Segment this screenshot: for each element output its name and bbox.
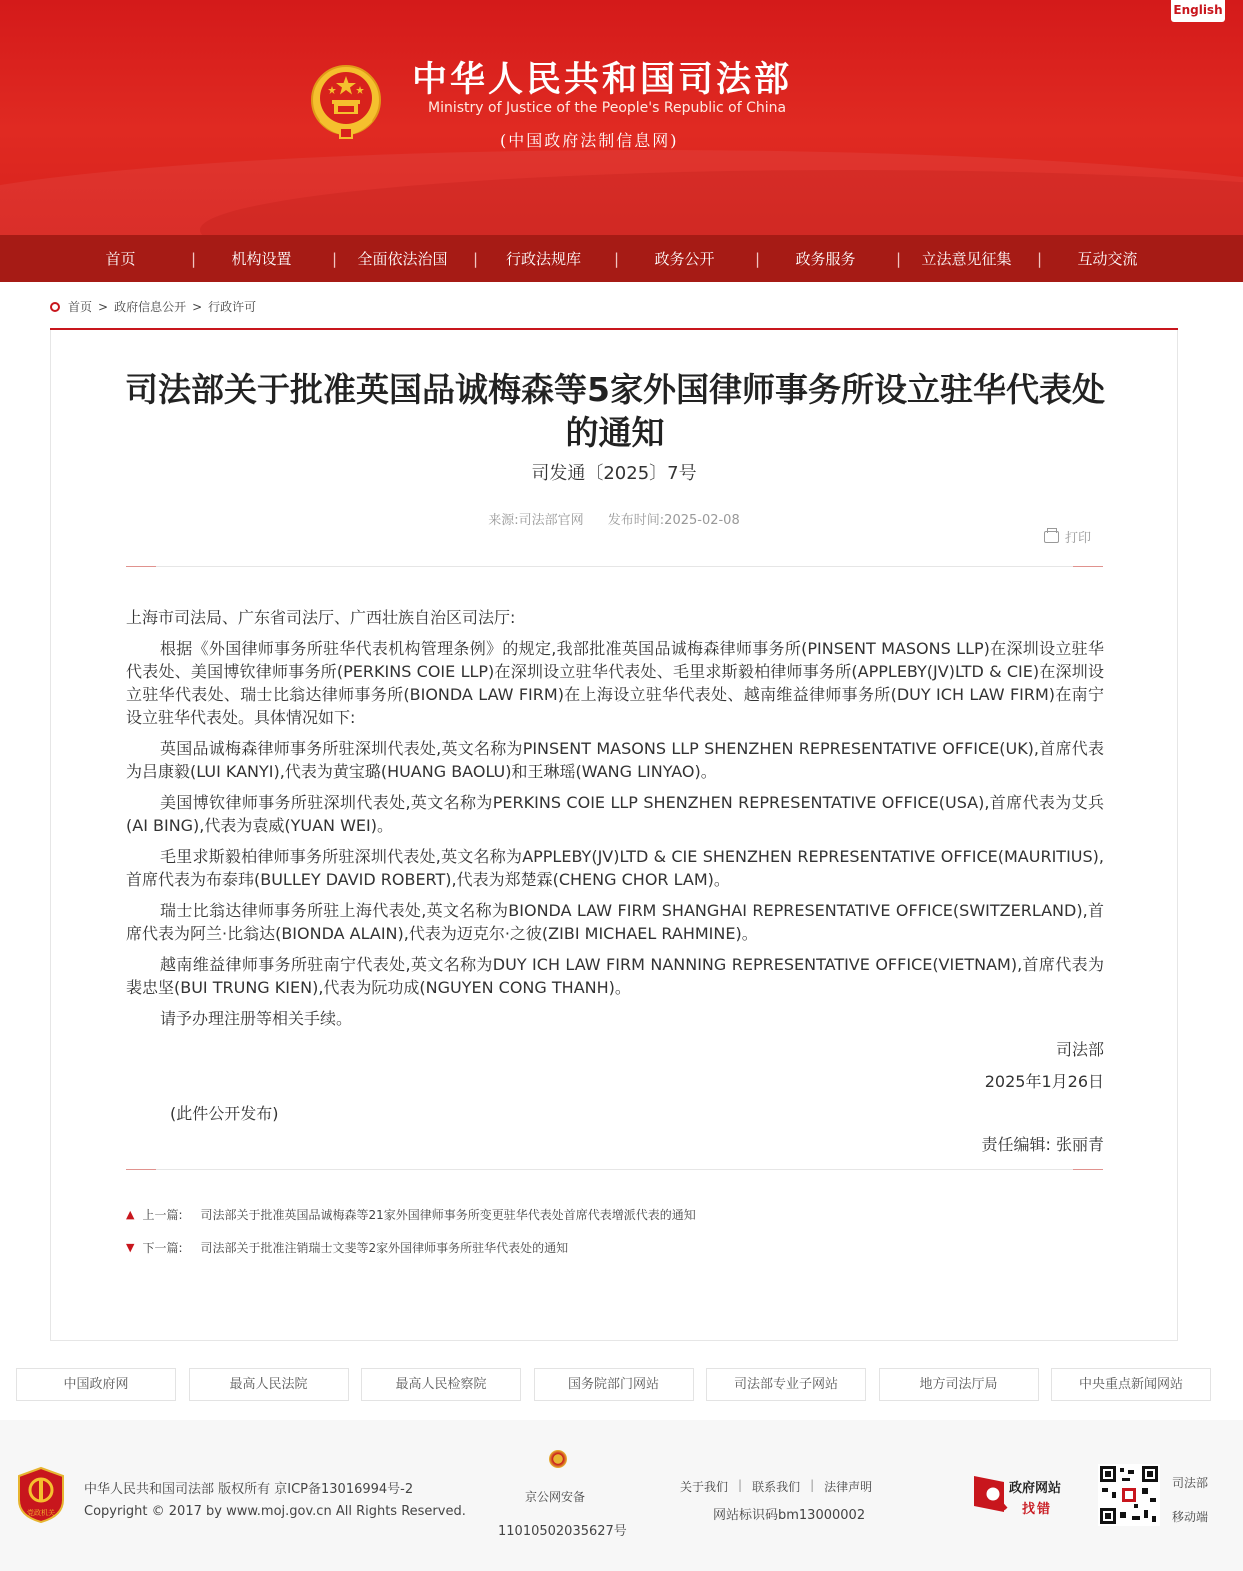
signature: 司法部 [1055,1040,1104,1059]
prev-article[interactable] [126,1206,696,1223]
nav-item-regulations[interactable]: 行政法规库 [505,250,581,268]
header-divider [126,566,1103,567]
location-icon [50,302,60,312]
nav-item-legislation[interactable]: 立法意见征集 [921,250,1012,268]
breadcrumb-separator: > [192,299,203,314]
breadcrumb-current[interactable]: 行政许可 [208,300,257,314]
qr-label-mobile: 移动端 [1172,1510,1209,1524]
police-record-label[interactable]: 京公网安备 [525,1490,586,1504]
breadcrumb-gov-info[interactable]: 政府信息公开 [114,300,187,314]
nav-item-rule-of-law[interactable]: 全面依法治国 [357,250,448,268]
link-procuratorate[interactable]: 最高人民检察院 [361,1368,521,1401]
related-links [16,1368,1224,1401]
report-error-label[interactable]: 政府网站 [1009,1481,1062,1496]
legal-link[interactable]: 法律声明 [824,1480,873,1494]
next-article-link[interactable]: 司法部关于批准注销瑞士文斐等2家外国律师事务所驻华代表处的通知 [200,1241,569,1255]
svg-text:党政机关: 党政机关 [27,1509,55,1517]
copyright-en: Copyright © 2017 by www.moj.gov.cn All Rights Reserved. [84,1504,466,1519]
nav-item-services[interactable]: 政务服务 [795,250,856,268]
police-record-number[interactable]: 11010502035627号 [498,1524,627,1539]
article-publish-time: 发布时间:2025-02-08 [607,513,740,528]
article-paragraph: 美国博钦律师事务所驻深圳代表处,英文名称为PERKINS COIE LLP SHENZHEN REPRESENTATIVE OFFICE(USA),首席代表为艾兵(AI BING),代表为袁威(YUAN WEI)。 [126,793,1104,835]
article-paragraph: 越南维益律师事务所驻南宁代表处,英文名称为DUY ICH LAW FIRM NANNING REPRESENTATIVE OFFICE(VIETNAM),首席代表为裴忠坚(BUI TRUNG KIEN),代表为阮功成(NGUYEN CONG THANH)。 [126,955,1104,997]
english-version-button[interactable]: English [1171,0,1225,22]
link-state-council-depts[interactable]: 国务院部门网站 [534,1368,694,1401]
site-subtitle-cn: (中国政府法制信息网) [500,131,679,150]
printer-icon [1044,531,1059,543]
article-paragraph: 瑞士比翁达律师事务所驻上海代表处,英文名称为BIONDA LAW FIRM SHANGHAI REPRESENTATIVE OFFICE(SWITZERLAND),首席代表为阿兰·比翁达(BIONDA ALAIN),代表为迈克尔·之彼(ZIBI MICHAEL RAHMINE)。 [126,901,1104,943]
qr-code-icon [1098,1464,1160,1526]
prev-label: 上一篇: [142,1208,183,1222]
article-paragraph: 根据《外国律师事务所驻华代表机构管理条例》的规定,我部批准英国品诚梅森律师事务所(PINSENT MASONS LLP)在深圳设立驻华代表处、美国博钦律师事务所(PERKINS COIE LLP)在深圳设立驻华代表处、毛里求斯毅柏律师事务所(APPLEBY(JV)LTD & CIE)在深圳设立驻华代表处、瑞士比翁达律师事务所(BIONDA LAW FIRM)在上海设立驻华代表处、越南维益律师事务所(DUY ICH LAW FIRM)在南宁设立驻华代表处。具体情况如下: [126,639,1104,727]
party-gov-badge-icon[interactable] [16,1466,66,1524]
nav-item-gov-affairs[interactable]: 政务公开 [654,250,715,268]
prev-article-link[interactable]: 司法部关于批准英国品诚梅森等21家外国律师事务所变更驻华代表处首席代表增派代表的通知 [200,1208,696,1222]
document-number: 司发通〔2025〕7号 [531,463,697,484]
link-local-justice[interactable]: 地方司法厅局 [879,1368,1039,1401]
link-central-news[interactable]: 中央重点新闻网站 [1051,1368,1211,1401]
about-link[interactable]: 关于我们 [680,1480,729,1494]
next-article[interactable] [126,1239,568,1256]
article-title: 司法部关于批准英国品诚梅森等5家外国律师事务所设立驻华代表处的通知 [125,370,1105,452]
article-body [126,606,1104,1165]
publish-note: (此件公开发布) [170,1104,279,1123]
link-moj-subsites[interactable]: 司法部专业子网站 [706,1368,866,1401]
print-button[interactable] [1044,527,1091,546]
link-supreme-court[interactable]: 最高人民法院 [189,1368,349,1401]
article-source: 来源:司法部官网 [488,513,584,528]
national-emblem-icon [310,64,382,140]
breadcrumb-home[interactable]: 首页 [68,300,93,314]
down-triangle-icon: ▼ [126,1241,135,1254]
footer-links: 关于我们 | 联系我们 | 法律声明 [680,1478,873,1494]
site-footer [0,1420,1243,1571]
qr-label-moj: 司法部 [1172,1476,1209,1490]
next-label: 下一篇: [142,1241,183,1255]
breadcrumb [50,298,262,315]
nav-item-organization[interactable]: 机构设置 [231,250,292,268]
article-paragraph: 英国品诚梅森律师事务所驻深圳代表处,英文名称为PINSENT MASONS LLP SHENZHEN REPRESENTATIVE OFFICE(UK),首席代表为吕康毅(LUI KANYI),代表为黄宝璐(HUANG BAOLU)和王琳瑶(WANG LINYAO)。 [126,739,1104,781]
contact-link[interactable]: 联系我们 [752,1480,801,1494]
nav-item-interaction[interactable]: 互动交流 [1077,250,1138,268]
police-badge-icon [549,1450,567,1468]
article-panel [50,330,1178,1341]
print-label: 打印 [1065,531,1092,546]
breadcrumb-separator: > [98,299,109,314]
site-title: 中华人民共和国司法部 [412,59,793,100]
link-gov-cn[interactable]: 中国政府网 [16,1368,176,1401]
article-paragraph: 毛里求斯毅柏律师事务所驻深圳代表处,英文名称为APPLEBY(JV)LTD & CIE SHENZHEN REPRESENTATIVE OFFICE(MAURITIUS),首席代表为布泰玮(BULLEY DAVID ROBERT),代表为郑楚霖(CHENG CHOR LAM)。 [126,847,1104,889]
article-meta [51,509,1177,528]
editor: 责任编辑: 张丽青 [981,1135,1104,1154]
signature-date: 2025年1月26日 [984,1072,1104,1091]
copyright-cn: 中华人民共和国司法部 版权所有 京ICP备13016994号-2 [84,1482,414,1497]
up-triangle-icon: ▲ [126,1208,135,1221]
site-header [0,0,1243,235]
site-id-code: 网站标识码bm13000002 [713,1508,866,1523]
report-error-label-2[interactable]: 找错 [1022,1502,1053,1517]
site-subtitle-en: Ministry of Justice of the People's Republic of China [428,100,787,116]
footer-divider [126,1169,1103,1170]
main-nav: 首页 | 机构设置 | 全面依法治国 | 行政法规库 | 政务公开 | 政务服务 | 立法意见征集 | 互动交流 [0,235,1243,282]
nav-item-home[interactable]: 首页 [105,250,136,268]
salutation: 上海市司法局、广东省司法厅、广西壮族自治区司法厅: [126,608,516,627]
article-paragraph: 请予办理注册等相关手续。 [160,1009,353,1028]
